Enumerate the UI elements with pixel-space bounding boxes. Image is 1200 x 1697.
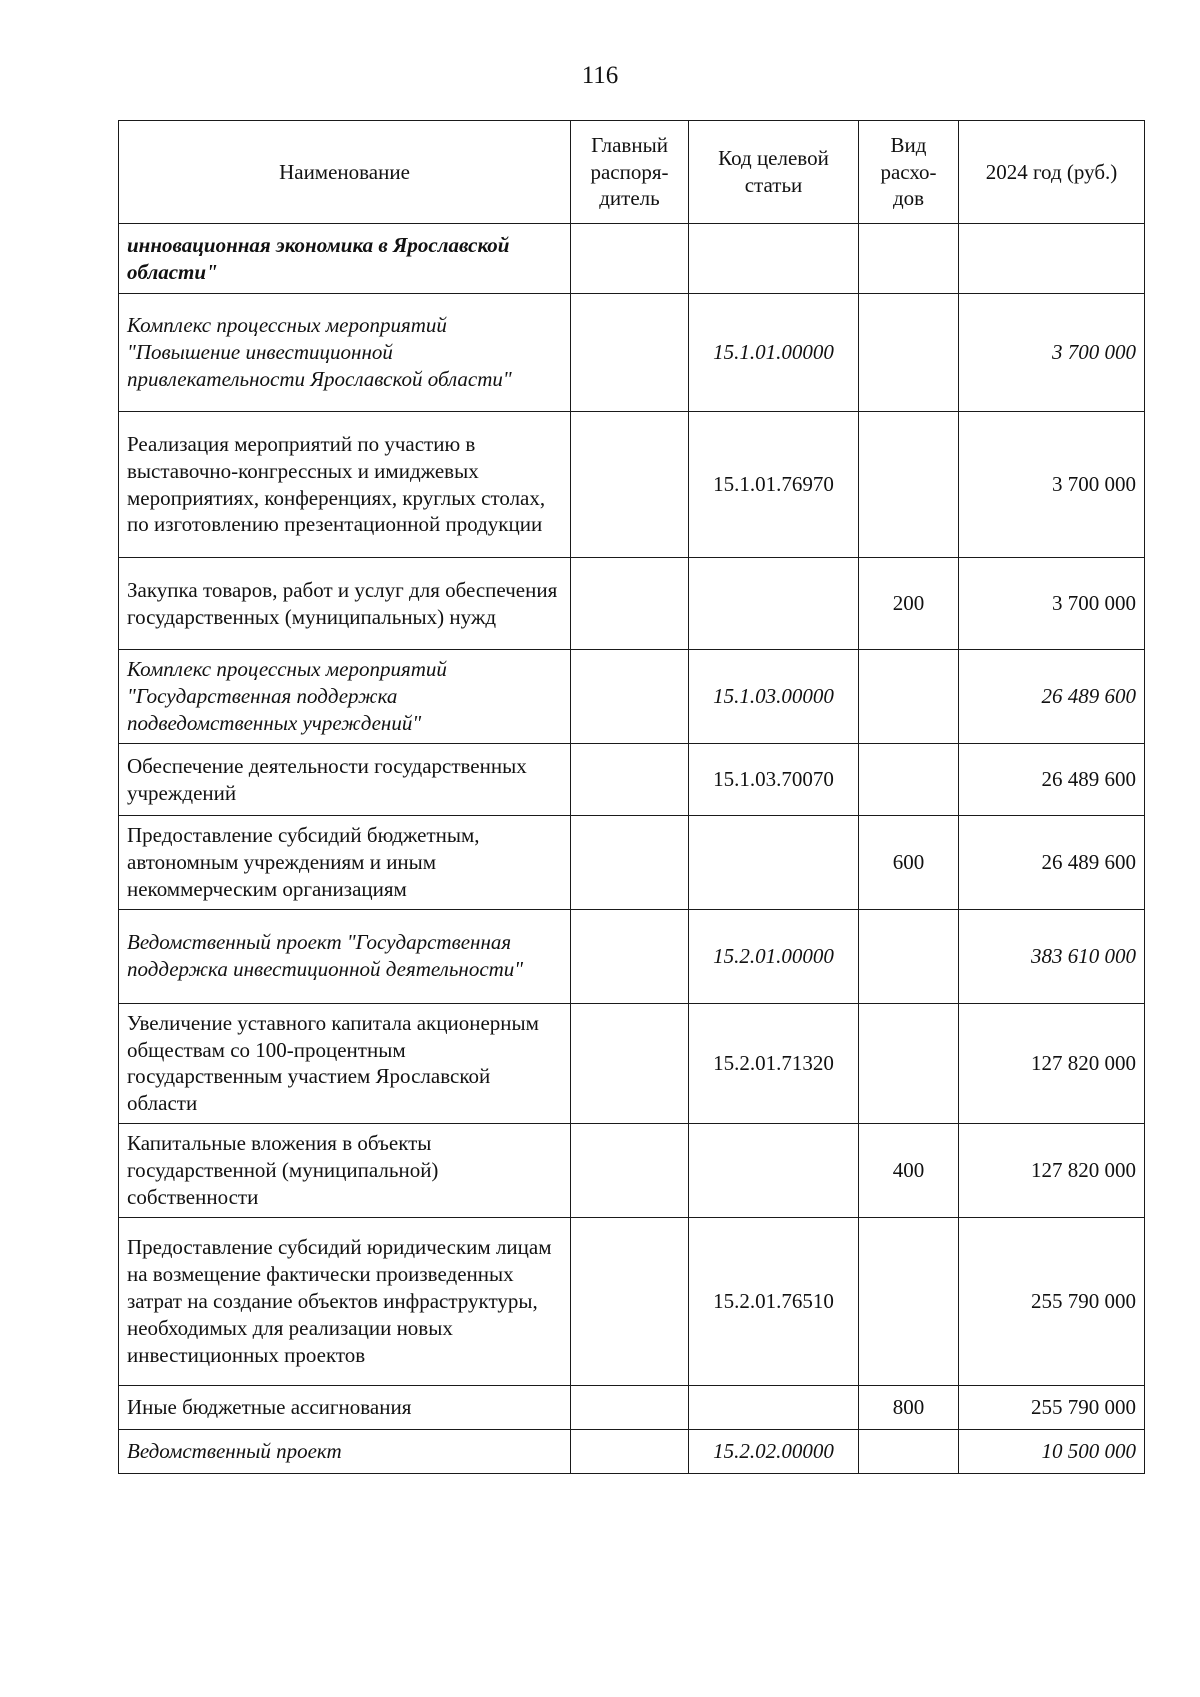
cell-admin: [571, 909, 689, 1003]
cell-name: Комплекс процессных мероприятий "Государственная поддержка подведомственных учреждений": [119, 650, 571, 744]
cell-sum: 127 820 000: [959, 1124, 1145, 1218]
cell-admin: [571, 224, 689, 294]
cell-name: Комплекс процессных мероприятий "Повышение инвестиционной привлекательности Ярославской области": [119, 294, 571, 412]
cell-sum: 26 489 600: [959, 650, 1145, 744]
table-row: [119, 1385, 1145, 1429]
cell-admin: [571, 1385, 689, 1429]
cell-kind: [859, 224, 959, 294]
table-row: [119, 1217, 1145, 1385]
table-row: [119, 558, 1145, 650]
cell-sum: 383 610 000: [959, 909, 1145, 1003]
table-row: [119, 909, 1145, 1003]
table-row: [119, 650, 1145, 744]
cell-admin: [571, 816, 689, 910]
cell-admin: [571, 1217, 689, 1385]
cell-admin: [571, 294, 689, 412]
cell-code: 15.1.01.00000: [689, 294, 859, 412]
cell-sum: 26 489 600: [959, 744, 1145, 816]
cell-sum: 10 500 000: [959, 1429, 1145, 1473]
cell-admin: [571, 1003, 689, 1124]
cell-sum: [959, 224, 1145, 294]
header-sum: 2024 год (руб.): [959, 121, 1145, 224]
cell-name: Предоставление субсидий бюджетным, автономным учреждениям и иным некоммерческим организациям: [119, 816, 571, 910]
cell-name: Реализация мероприятий по участию в выставочно-конгрессных и имиджевых мероприятиях, конференциях, круглых столах, по изготовлению презентационной продукции: [119, 412, 571, 558]
header-admin: Главный распоря-дитель: [571, 121, 689, 224]
cell-sum: 127 820 000: [959, 1003, 1145, 1124]
cell-name: Закупка товаров, работ и услуг для обеспечения государственных (муниципальных) нужд: [119, 558, 571, 650]
cell-name: Иные бюджетные ассигнования: [119, 1385, 571, 1429]
cell-code: [689, 1124, 859, 1218]
cell-sum: 255 790 000: [959, 1217, 1145, 1385]
cell-code: 15.1.01.76970: [689, 412, 859, 558]
cell-code: 15.1.03.00000: [689, 650, 859, 744]
header-name: Наименование: [119, 121, 571, 224]
cell-sum: 3 700 000: [959, 558, 1145, 650]
cell-admin: [571, 558, 689, 650]
cell-code: 15.1.03.70070: [689, 744, 859, 816]
cell-admin: [571, 412, 689, 558]
cell-kind: [859, 1217, 959, 1385]
cell-code: 15.2.01.76510: [689, 1217, 859, 1385]
cell-kind: 800: [859, 1385, 959, 1429]
cell-admin: [571, 1429, 689, 1473]
cell-kind: 400: [859, 1124, 959, 1218]
cell-kind: [859, 294, 959, 412]
cell-code: 15.2.01.00000: [689, 909, 859, 1003]
cell-name: Обеспечение деятельности государственных учреждений: [119, 744, 571, 816]
cell-name: Ведомственный проект "Государственная поддержка инвестиционной деятельности": [119, 909, 571, 1003]
cell-kind: [859, 1003, 959, 1124]
cell-name: инновационная экономика в Ярославской области": [119, 224, 571, 294]
cell-admin: [571, 650, 689, 744]
cell-code: [689, 558, 859, 650]
cell-sum: 3 700 000: [959, 294, 1145, 412]
table-row: [119, 744, 1145, 816]
table-header-row: [119, 121, 1145, 224]
cell-sum: 3 700 000: [959, 412, 1145, 558]
cell-admin: [571, 744, 689, 816]
table-row: [119, 816, 1145, 910]
cell-sum: 26 489 600: [959, 816, 1145, 910]
cell-kind: [859, 744, 959, 816]
table-row: [119, 294, 1145, 412]
cell-name: Предоставление субсидий юридическим лицам на возмещение фактически произведенных затрат на создание объектов инфраструктуры, необходимых для реализации новых инвестиционных проектов: [119, 1217, 571, 1385]
header-kind: Вид расхо-дов: [859, 121, 959, 224]
cell-code: 15.2.02.00000: [689, 1429, 859, 1473]
cell-name: Увеличение уставного капитала акционерным обществам со 100-процентным государственным участием Ярославской области: [119, 1003, 571, 1124]
cell-name: Капитальные вложения в объекты государственной (муниципальной) собственности: [119, 1124, 571, 1218]
cell-kind: 600: [859, 816, 959, 910]
page-number: 116: [581, 62, 619, 89]
cell-kind: [859, 1429, 959, 1473]
table-row: [119, 1003, 1145, 1124]
cell-sum: 255 790 000: [959, 1385, 1145, 1429]
budget-table: [118, 120, 1145, 1474]
cell-kind: [859, 650, 959, 744]
cell-kind: [859, 412, 959, 558]
table-row: [119, 1124, 1145, 1218]
header-code: Код целевой статьи: [689, 121, 859, 224]
cell-name: Ведомственный проект: [119, 1429, 571, 1473]
cell-code: [689, 1385, 859, 1429]
cell-kind: 200: [859, 558, 959, 650]
cell-admin: [571, 1124, 689, 1218]
cell-code: 15.2.01.71320: [689, 1003, 859, 1124]
cell-code: [689, 816, 859, 910]
cell-code: [689, 224, 859, 294]
table-row: [119, 1429, 1145, 1473]
table-row: [119, 224, 1145, 294]
table-row: [119, 412, 1145, 558]
cell-kind: [859, 909, 959, 1003]
